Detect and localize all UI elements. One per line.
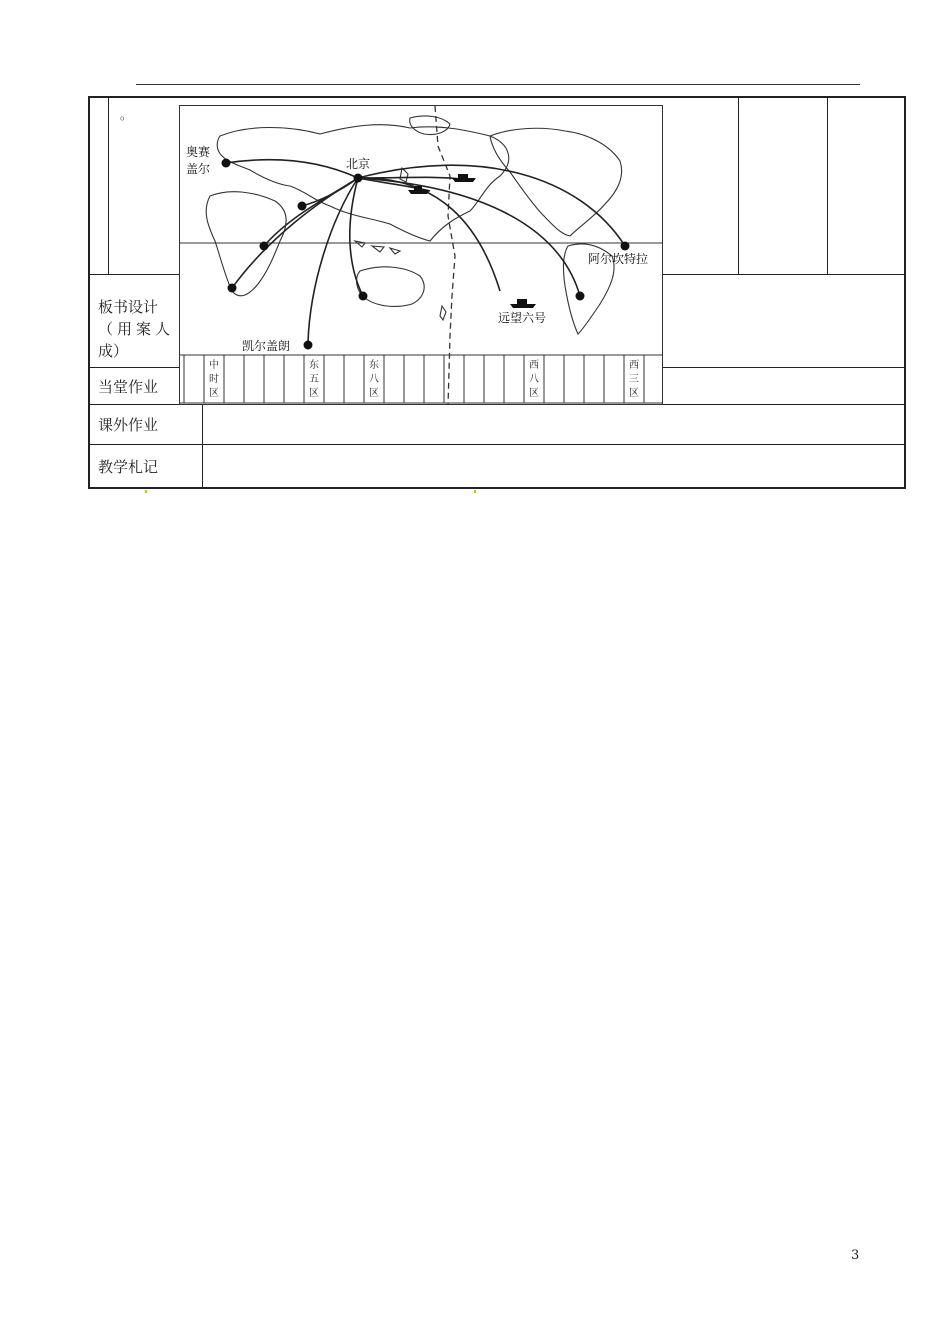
- board-line-3: 成）: [98, 342, 129, 360]
- ship-icons: [408, 174, 536, 308]
- homework-label: 课外作业: [98, 416, 159, 434]
- page-number: 3: [851, 1248, 860, 1263]
- row1-divider-b: [738, 98, 739, 274]
- row1-divider-c: [827, 98, 828, 274]
- timezone-strip: [180, 355, 663, 403]
- row1-divider-a: [108, 98, 109, 274]
- zone-label-char: 区: [629, 388, 639, 399]
- zone-label-char: 西: [629, 360, 639, 371]
- classwork-label: 当堂作业: [98, 378, 159, 396]
- zone-label-char: 区: [529, 388, 539, 399]
- kaier-label: 凯尔盖朗: [242, 339, 291, 353]
- notes-label: 教学札记: [98, 458, 159, 476]
- yuanwang-label: 远望六号: [498, 311, 547, 325]
- route-lines: [226, 160, 625, 342]
- board-line-1: 板书设计: [98, 298, 159, 316]
- top-mark: 。: [120, 108, 133, 122]
- zone-label-char: 区: [209, 388, 219, 399]
- aerkan-label: 阿尔坎特拉: [588, 252, 649, 266]
- zone-label-char: 西: [529, 360, 539, 371]
- zone-label-char: 三: [629, 374, 639, 385]
- header-rule: [136, 84, 860, 85]
- board-line-2: （用案人: [98, 320, 175, 338]
- world-map-figure: [179, 105, 663, 405]
- board-design-label: [98, 296, 188, 362]
- aosai-label-2: 盖尔: [186, 162, 211, 176]
- beijing-label: 北京: [346, 157, 371, 171]
- zone-label-char: 时: [209, 374, 219, 385]
- date-line: [435, 106, 455, 405]
- margin-tick-left: [145, 490, 147, 493]
- zone-label-char: 东: [309, 360, 319, 371]
- zone-label-char: 八: [369, 374, 379, 385]
- margin-tick-right: [474, 490, 476, 493]
- row-separator-4: [90, 444, 904, 445]
- zone-label-char: 中: [209, 360, 219, 371]
- world-map-svg: [180, 106, 663, 405]
- zone-label-char: 五: [309, 374, 319, 385]
- continent-outlines: [206, 116, 621, 334]
- zone-label-char: 东: [369, 360, 379, 371]
- zone-label-char: 区: [309, 388, 319, 399]
- aosai-label-1: 奥赛: [186, 145, 211, 159]
- zone-label-char: 八: [529, 374, 539, 385]
- zone-label-char: 区: [369, 388, 379, 399]
